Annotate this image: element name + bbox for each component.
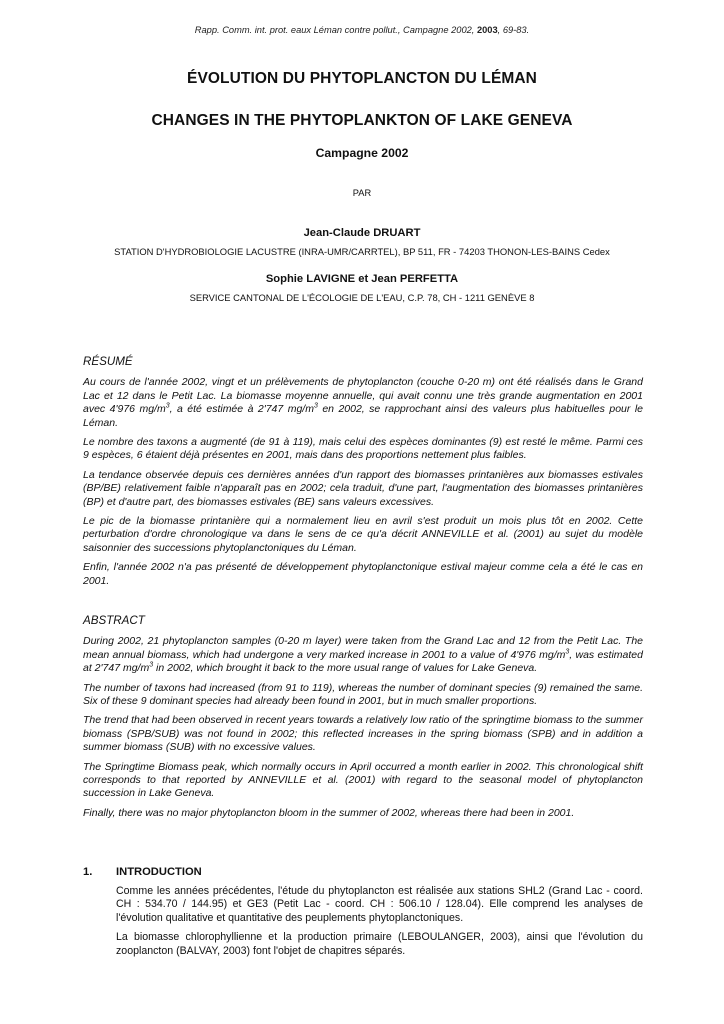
section-title: INTRODUCTION (116, 866, 202, 878)
campaign-subtitle: Campagne 2002 (315, 146, 409, 160)
by-label: PAR (352, 188, 372, 198)
affiliation-primary: STATION D'HYDROBIOLOGIE LACUSTRE (INRA-UMR/CARRTEL), BP 511, FR - 74203 THONON-LES-BAINS Cedex (114, 246, 610, 257)
abstract-paragraph: Finally, there was no major phytoplancton bloom in the summer of 2002, whereas there had been in 2001. (83, 806, 575, 819)
introduction-paragraph: Comme les années précédentes, l'étude du phytoplancton est réalisée aux stations SHL2 (Grand Lac - coord. CH : 534.70 / 144.95) et GE3 (Petit Lac - coord. CH : 506.10 / 128.04). Elle comprend les analyses de l'évolution qualitative et quantitative des peuplements phytoplanctoniques. (116, 885, 643, 924)
affiliation-secondary: SERVICE CANTONAL DE L'ÉCOLOGIE DE L'EAU, C.P. 78, CH - 1211 GENÈVE 8 (189, 292, 535, 303)
citation-pages: , 69-83. (497, 25, 530, 35)
abstract-heading: ABSTRACT (83, 614, 145, 627)
author-primary: Jean-Claude DRUART (303, 227, 421, 239)
abstract-paragraph: During 2002, 21 phytoplancton samples (0-20 m layer) were taken from the Grand Lac and 12 from the Petit Lac. The mean annual biomass, which had undergone a very marked increase in 2001 to a value of 4'976 $mg/m^3$, was estimated at 2'747 $mg/m^3$ in 2002, which brought it back to the more usual range of values for Lake Geneva. (83, 635, 643, 675)
resume-paragraph: Le nombre des taxons a augmenté (de 91 à 119), mais celui des espèces dominantes (9) est resté le même. Parmi ces 9 espèces, 6 étaient déjà présentes en 2001, mais dans des proportions nettement plus faibles. (83, 436, 643, 462)
citation-header (0, 25, 724, 35)
section-heading-introduction (83, 866, 202, 878)
resume-heading: RÉSUMÉ (83, 355, 133, 368)
author-secondary: Sophie LAVIGNE et Jean PERFETTA (265, 273, 459, 285)
abstract-paragraph: The Springtime Biomass peak, which normally occurs in April occurred a month earlier in 2002. This chronological shift corresponds to that reported by ANNEVILLE et al. (2001) with regard to the seasonal model of phytoplancton succession in Lake Geneva. (83, 760, 643, 800)
abstract-paragraph: The number of taxons had increased (from 91 to 119), whereas the number of dominant species (9) remained the same. Six of these 9 dominant species had already been found in 2001, but in much smaller proportions. (83, 681, 643, 708)
resume-paragraph: Au cours de l'année 2002, vingt et un prélèvements de phytoplancton (couche 0-20 m) ont été réalisés dans le Grand Lac et 12 dans le Petit Lac. La biomasse moyenne annuelle, qui avait connu une très grande augmentation en 2001 avec 4'976 $mg/m^3$, a été estimée à 2'747 $mg/m^3$ en 2002, se rapprochant ainsi des valeurs plus habituelles pour le Léman. (83, 376, 643, 429)
section-number: 1. (83, 866, 93, 878)
title-english: CHANGES IN THE PHYTOPLANKTON OF LAKE GENEVA (151, 112, 573, 129)
resume-paragraph: Le pic de la biomasse printanière qui a normalement lieu en avril s'est produit un mois plus tôt en 2002. Cette perturbation d'ordre chronologique va dans le sens de ce qu'a décrit ANNEVILLE et al. (2001) au sujet du modèle saisonnier des successions phytoplanctoniques du Léman. (83, 515, 643, 554)
introduction-body (116, 885, 643, 964)
abstract-paragraph: The trend that had been observed in recent years towards a relatively low ratio of the springtime biomass to the summer biomass (SPB/SUB) was not found in 2002; this reflected increases in the spring biomass (SPB) and in addition a summer biomass (SUB) with no excessive values. (83, 714, 643, 754)
resume-paragraph: Enfin, l'année 2002 n'a pas présenté de développement phytoplanctonique estival majeur comme cela a été le cas en 2001. (83, 561, 643, 587)
resume-section (83, 355, 643, 594)
resume-paragraph: La tendance observée depuis ces dernières années d'un rapport des biomasses printanières aux biomasses estivales (BP/BE) relativement faible n'apparaît pas en 2002; cela traduit, d'une part, l'augmentation des biomasses printanières (BP) et d'autre part, des biomasses estivales (BE) sans valeurs excessives. (83, 468, 643, 508)
introduction-paragraph: La biomasse chlorophyllienne et la production primaire (LEBOULANGER, 2003), ainsi que l'évolution du zooplancton (BALVAY, 2003) font l'objet de chapitres séparés. (116, 931, 643, 957)
abstract-section (83, 614, 643, 826)
title-french: ÉVOLUTION DU PHYTOPLANCTON DU LÉMAN (187, 70, 537, 87)
citation-text: Rapp. Comm. int. prot. eaux Léman contre pollut., Campagne 2002, (194, 25, 477, 35)
citation-year: 2003 (476, 25, 498, 35)
